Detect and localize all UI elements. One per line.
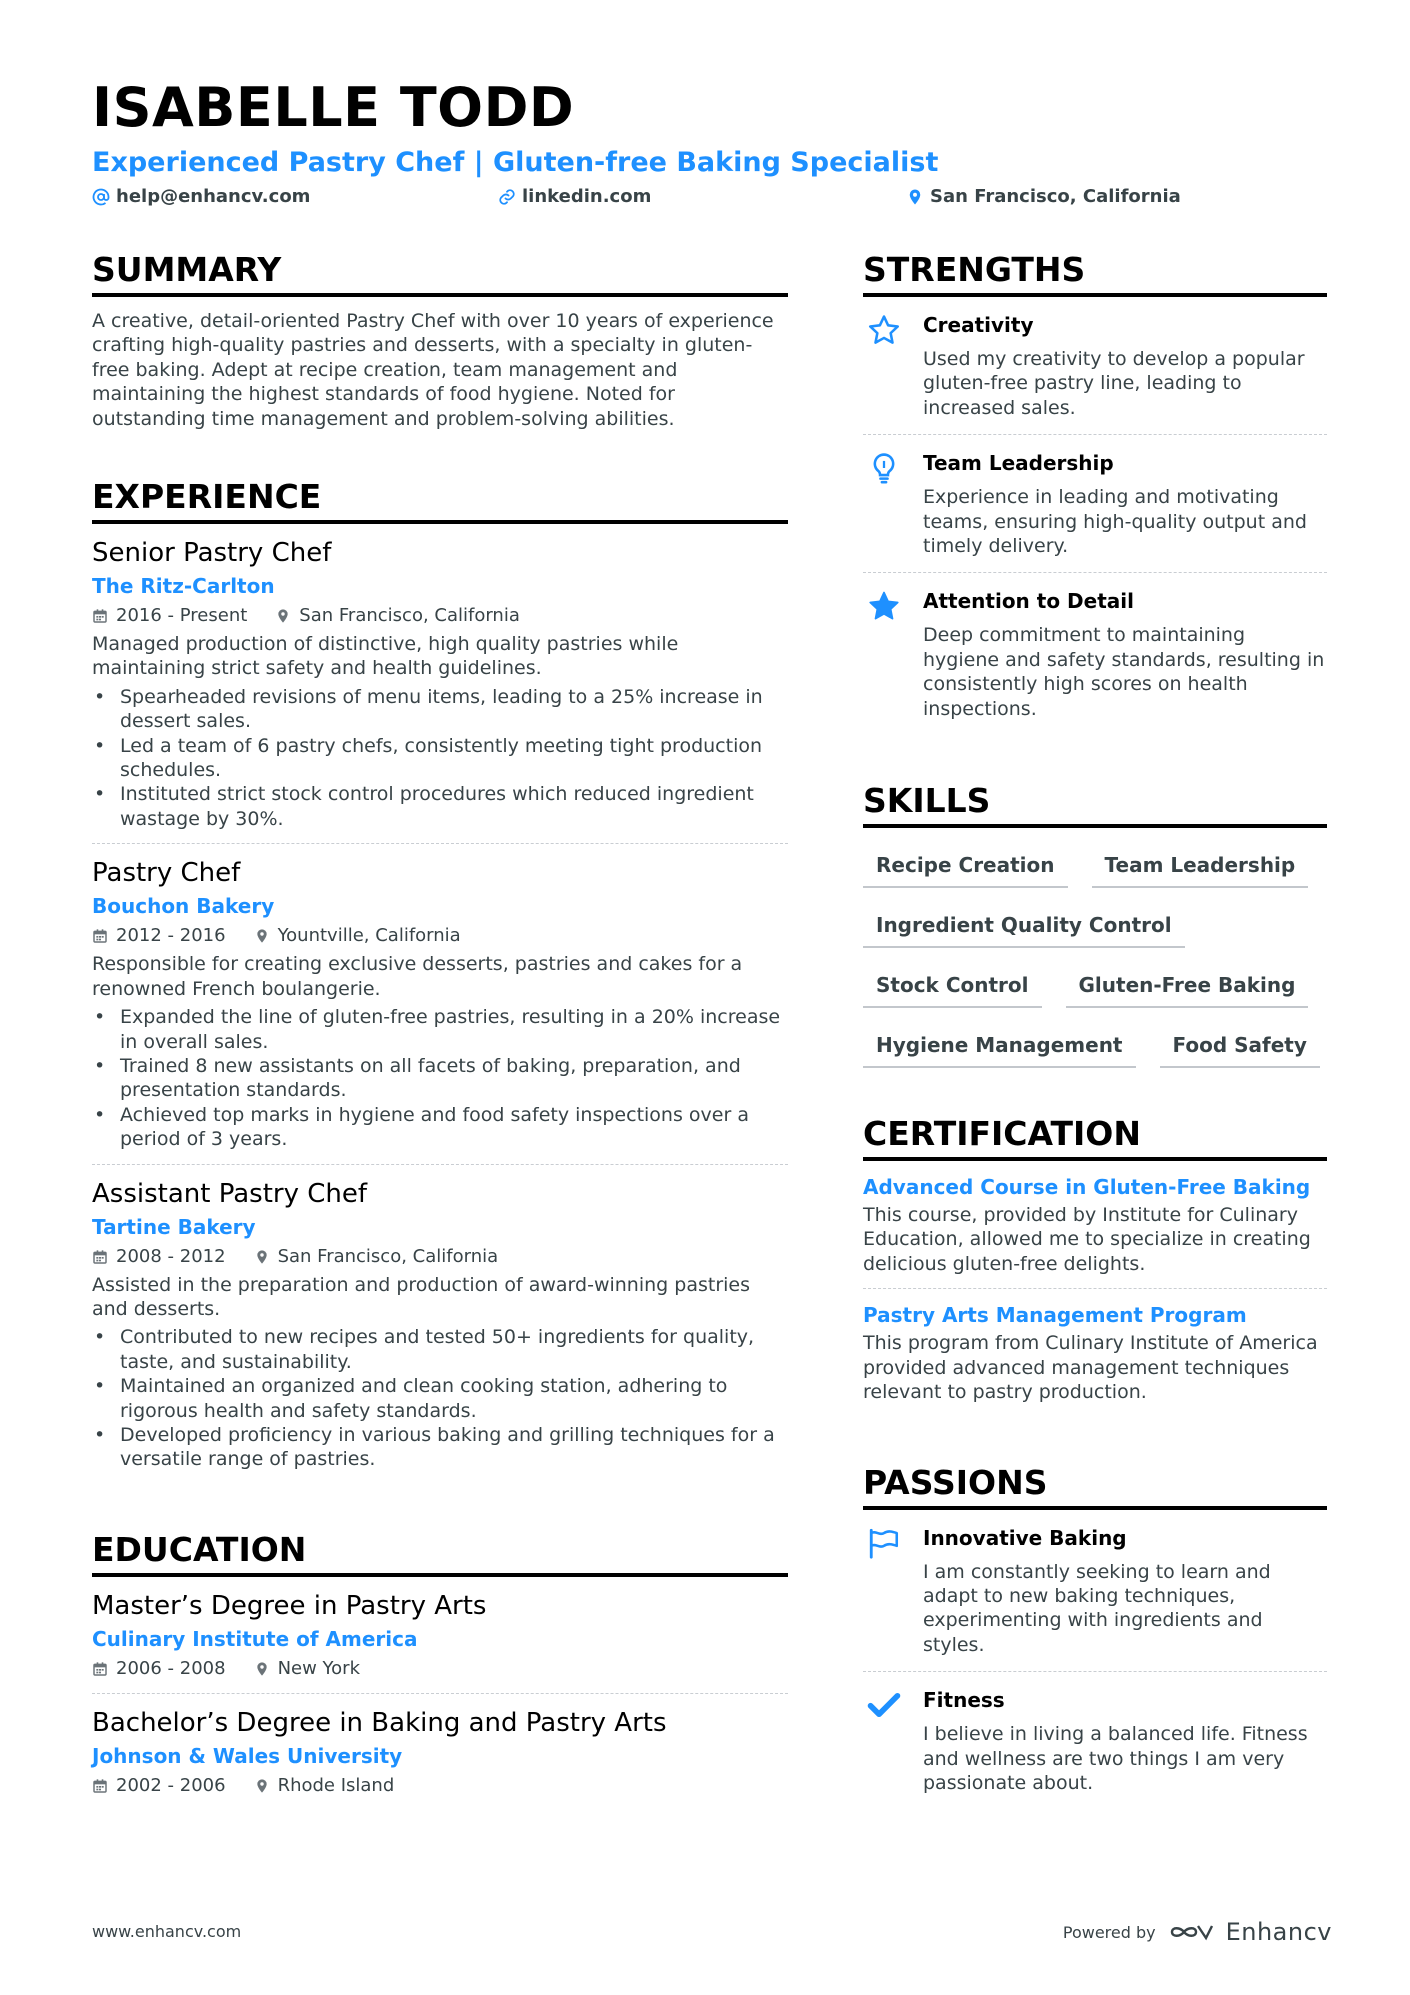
- job-title: Senior Pastry Chef: [92, 538, 332, 569]
- experience-entry: [92, 844, 788, 1164]
- contact-linkedin[interactable]: [498, 186, 651, 207]
- location-text: San Francisco, California: [930, 186, 1181, 207]
- entry-dates: [92, 1245, 226, 1269]
- school-name: Johnson & Wales University: [92, 1743, 403, 1768]
- section-title-skills: SKILLS: [863, 781, 1327, 828]
- location-text: Yountville, California: [277, 925, 461, 947]
- section-title-passions: PASSIONS: [863, 1463, 1327, 1510]
- location-pin-icon: [906, 188, 924, 206]
- achievement-item: • Spearheaded revisions of menu items, leading to a 25% increase in dessert sales.: [92, 685, 788, 734]
- strength-item-title: Attention to Detail: [923, 589, 1134, 614]
- achievement-list: [92, 1005, 788, 1151]
- company-name: Bouchon Bakery: [92, 894, 275, 919]
- company-name: The Ritz-Carlton: [92, 574, 275, 599]
- strengths-section: [863, 250, 1327, 735]
- skill-tag: Hygiene Management: [863, 1026, 1136, 1068]
- entry-location: [254, 1245, 499, 1269]
- pin-icon: [254, 1778, 270, 1794]
- achievement-list: [92, 1325, 788, 1471]
- skill-tag: Recipe Creation: [863, 846, 1068, 888]
- entry-dates: [92, 1657, 226, 1681]
- experience-entry: [92, 524, 788, 844]
- dates-text: 2002 - 2006: [116, 1774, 226, 1796]
- strength-item: [863, 435, 1327, 573]
- entry-meta: [92, 1774, 788, 1798]
- section-title-summary: SUMMARY: [92, 250, 788, 297]
- strength-item-body: [923, 587, 1327, 721]
- entry-dates: [92, 604, 247, 628]
- calendar-icon: [92, 1778, 108, 1794]
- headline: Experienced Pastry Chef | Gluten-free Baking Specialist: [92, 147, 939, 178]
- star-outline-icon: [863, 311, 905, 420]
- right-column: [863, 250, 1327, 1855]
- dates-text: 2006 - 2008: [116, 1657, 226, 1679]
- achievement-item: • Instituted strict stock control procedures which reduced ingredient wastage by 30%.: [92, 782, 788, 831]
- contact-bar: [92, 186, 1332, 214]
- location-text: Rhode Island: [277, 1774, 395, 1796]
- dates-text: 2012 - 2016: [116, 925, 226, 947]
- entry-dates: [92, 1774, 226, 1798]
- experience-list: [92, 524, 788, 1484]
- candidate-name: ISABELLE TODD: [92, 76, 575, 139]
- passion-item: [863, 1672, 1327, 1809]
- entry-location: [254, 924, 461, 948]
- company-name: Tartine Bakery: [92, 1214, 256, 1239]
- certification-description: This program from Culinary Institute of America provided advanced management techniques relevant to pastry production.: [863, 1332, 1318, 1404]
- degree-title: Master’s Degree in Pastry Arts: [92, 1590, 487, 1621]
- dates-text: 2008 - 2012: [116, 1245, 226, 1267]
- passion-item-body: [923, 1686, 1327, 1795]
- strength-item-title: Team Leadership: [923, 451, 1114, 476]
- education-entry: [92, 1694, 788, 1810]
- strength-item-description: Experience in leading and motivating teams, ensuring high-quality output and timely delivery.: [923, 486, 1307, 558]
- strength-item-title: Creativity: [923, 313, 1034, 337]
- entry-location: [254, 1657, 360, 1681]
- dates-text: 2016 - Present: [116, 605, 248, 627]
- achievement-item: • Contributed to new recipes and tested 50+ ingredients for quality, taste, and sustainability.: [92, 1325, 788, 1374]
- certification-entry: [863, 1289, 1327, 1416]
- entry-meta: [92, 1245, 788, 1269]
- certification-entry: [863, 1161, 1327, 1289]
- job-description: Managed production of distinctive, high quality pastries while maintaining strict safety and health guidelines.: [92, 633, 679, 680]
- location-text: San Francisco, California: [277, 1245, 499, 1267]
- summary-text: A creative, detail-oriented Pastry Chef with over 10 years of experience crafting high-quality pastries and desserts, with a specialty in gluten-free baking. Adept at recipe creation, team management and maintaining the highest standards of food hygiene. Noted for outstanding time management and problem-solving abilities.: [92, 310, 774, 430]
- passion-item-title: Fitness: [923, 1688, 1005, 1713]
- location-text: San Francisco, California: [299, 605, 520, 627]
- section-title-education: EDUCATION: [92, 1530, 788, 1577]
- job-description: Assisted in the preparation and production of award-winning pastries and desserts.: [92, 1273, 751, 1320]
- entry-meta: [92, 924, 788, 948]
- section-title-experience: EXPERIENCE: [92, 477, 788, 524]
- brand-name: Enhancv: [1225, 1918, 1332, 1946]
- achievement-item: • Achieved top marks in hygiene and food safety inspections over a period of 3 years.: [92, 1103, 788, 1152]
- pin-icon: [254, 928, 270, 944]
- experience-entry: [92, 1165, 788, 1484]
- achievement-item: • Maintained an organized and clean cooking station, adhering to rigorous health and safety standards.: [92, 1374, 788, 1423]
- strength-item: [863, 573, 1327, 735]
- passions-section: [863, 1463, 1327, 1810]
- education-list: [92, 1577, 788, 1810]
- strength-item-body: [923, 449, 1327, 558]
- skill-tag: Stock Control: [863, 966, 1042, 1008]
- left-column: [92, 250, 788, 1856]
- job-description: Responsible for creating exclusive desserts, pastries and cakes for a renowned French boulangerie.: [92, 953, 743, 1000]
- certification-title: Advanced Course in Gluten-Free Baking: [863, 1175, 1311, 1200]
- skill-tag: Team Leadership: [1092, 846, 1309, 888]
- strength-item-description: Deep commitment to maintaining hygiene and safety standards, resulting in consistently high scores on health inspections.: [923, 624, 1325, 720]
- certification-title: Pastry Arts Management Program: [863, 1303, 1247, 1328]
- strength-item-description: Used my creativity to develop a popular gluten-free pastry line, leading to increased sales.: [923, 348, 1305, 419]
- section-title-strengths: STRENGTHS: [863, 250, 1327, 297]
- degree-title: Bachelor’s Degree in Baking and Pastry Arts: [92, 1707, 667, 1738]
- strengths-list: [863, 297, 1327, 735]
- certification-section: [863, 1114, 1327, 1416]
- powered-by: [1063, 1918, 1332, 1946]
- pin-icon: [254, 1249, 270, 1265]
- achievement-item: • Trained 8 new assistants on all facets of baking, preparation, and presentation standards.: [92, 1054, 788, 1103]
- summary-section: [92, 250, 788, 431]
- flag-icon: [863, 1524, 905, 1658]
- education-section: [92, 1530, 788, 1810]
- enhancv-logo-icon: [1168, 1920, 1214, 1944]
- achievement-item: • Led a team of 6 pastry chefs, consistently meeting tight production schedules.: [92, 734, 788, 783]
- skill-tag: Food Safety: [1160, 1026, 1320, 1068]
- contact-location: [906, 186, 1181, 207]
- calendar-icon: [92, 928, 108, 944]
- job-title: Assistant Pastry Chef: [92, 1178, 368, 1209]
- lightbulb-icon: [863, 449, 905, 558]
- section-title-certification: CERTIFICATION: [863, 1114, 1327, 1161]
- passion-item: [863, 1510, 1327, 1673]
- location-text: New York: [277, 1657, 360, 1679]
- at-sign-icon: [92, 188, 110, 206]
- calendar-icon: [92, 1249, 108, 1265]
- job-title: Pastry Chef: [92, 858, 241, 889]
- strength-item: [863, 297, 1327, 435]
- passions-list: [863, 1510, 1327, 1810]
- contact-email[interactable]: [92, 186, 310, 207]
- passion-item-title: Innovative Baking: [923, 1525, 1127, 1550]
- entry-meta: [92, 1657, 788, 1681]
- education-entry: [92, 1577, 788, 1694]
- school-name: Culinary Institute of America: [92, 1626, 418, 1651]
- achievement-item: • Expanded the line of gluten-free pastries, resulting in a 20% increase in overall sales.: [92, 1005, 788, 1054]
- star-filled-icon: [863, 587, 905, 721]
- calendar-icon: [92, 608, 108, 624]
- footer-website[interactable]: www.enhancv.com: [92, 1922, 242, 1941]
- entry-dates: [92, 924, 226, 948]
- certification-description: This course, provided by Institute for Culinary Education, allowed me to specialize in creating delicious gluten-free delights.: [863, 1204, 1311, 1275]
- resume-header: [92, 76, 1332, 214]
- achievement-item: • Developed proficiency in various baking and grilling techniques for a versatile range of pastries.: [92, 1423, 788, 1472]
- email-text: help@enhancv.com: [116, 186, 311, 207]
- passion-item-description: I believe in living a balanced life. Fitness and wellness are two things I am very passionate about.: [923, 1723, 1308, 1794]
- pin-icon: [275, 608, 291, 624]
- skill-tag: Gluten-Free Baking: [1066, 966, 1309, 1008]
- passion-item-body: [923, 1524, 1327, 1658]
- skill-tag: Ingredient Quality Control: [863, 906, 1185, 948]
- strength-item-body: [923, 311, 1327, 420]
- skills-list: [863, 846, 1327, 1068]
- entry-location: [275, 604, 520, 628]
- link-icon: [498, 188, 516, 206]
- experience-section: [92, 477, 788, 1484]
- achievement-list: [92, 685, 788, 831]
- passion-item-description: I am constantly seeking to learn and adapt to new baking techniques, experimenting with ingredients and styles.: [923, 1560, 1271, 1656]
- linkedin-text: linkedin.com: [522, 186, 652, 207]
- calendar-icon: [92, 1661, 108, 1677]
- checkmark-icon: [863, 1686, 905, 1795]
- entry-meta: [92, 604, 788, 628]
- pin-icon: [254, 1661, 270, 1677]
- entry-location: [254, 1774, 395, 1798]
- page-footer: [92, 1918, 1332, 1948]
- certification-list: [863, 1161, 1327, 1416]
- skills-section: [863, 781, 1327, 1068]
- powered-by-label: Powered by: [1062, 1922, 1156, 1942]
